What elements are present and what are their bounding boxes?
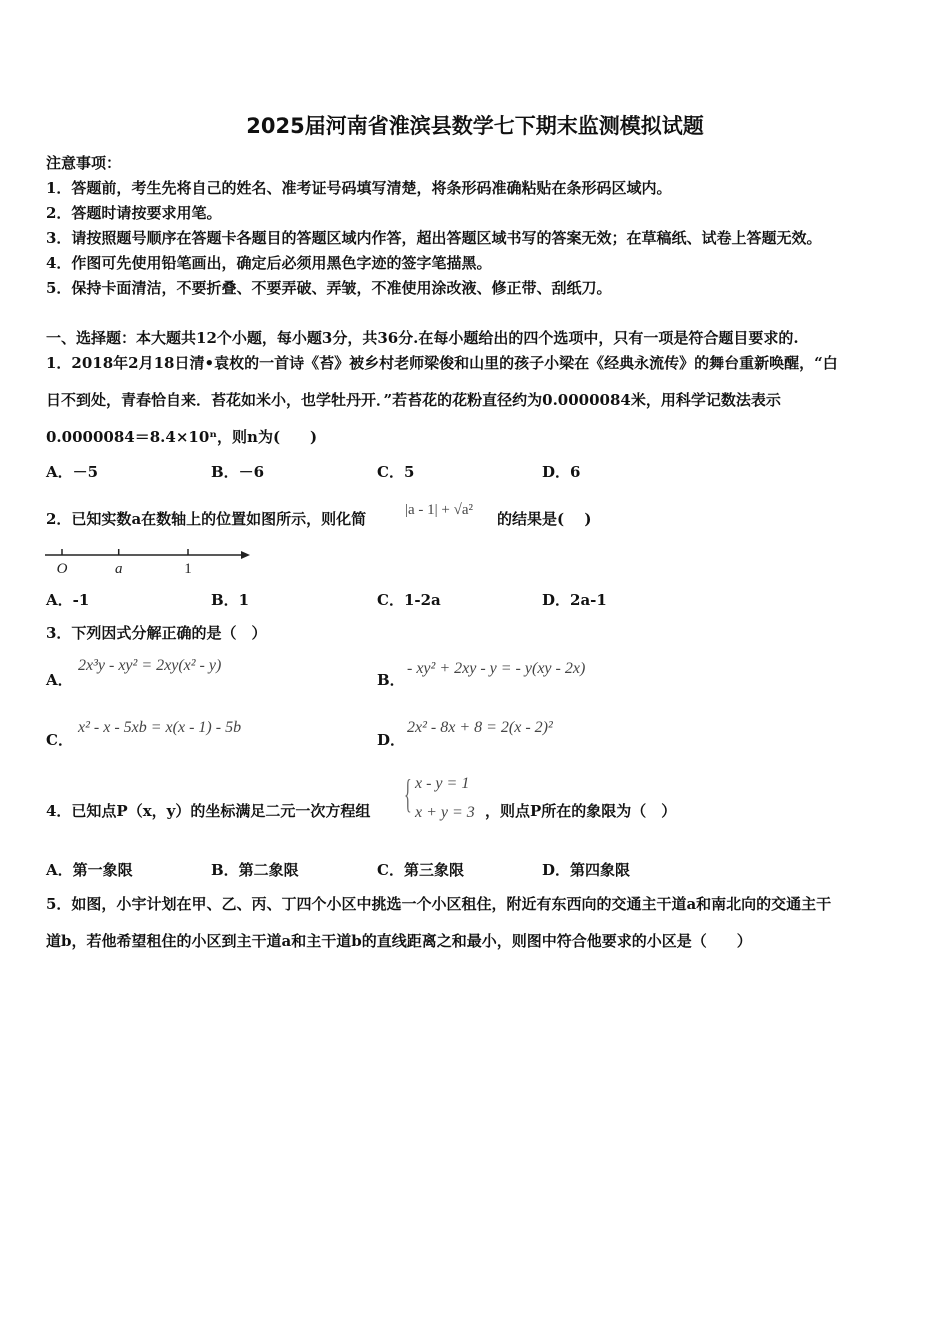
q3-option-d-letter: D． [377,731,406,749]
question-1-line: 日不到处，青春恰自来．苔花如米小，也学牡丹开．”若苔花的花粉直径约为0.0000084米，用科学记数法表示 [46,391,781,409]
q3-option-d-expr: 2x² - 8x + 8 = 2(x - 2)² [407,719,553,736]
q4-equation-2: x + y = 3 [415,804,475,821]
q3-option-a-expr: 2x³y - xy² = 2xy(x² - y) [78,657,222,674]
notice-item: 3．请按照题号顺序在答题卡各题目的答题区域内作答，超出答题区域书写的答案无效；在草稿纸、试卷上答题无效。 [46,229,822,247]
number-line [40,544,260,578]
notice-item: 2．答题时请按要求用笔。 [46,204,222,222]
q3-option-b-expr: - xy² + 2xy - y = - y(xy - 2x) [407,660,586,677]
q1-option-d: D．6 [542,463,581,481]
q1-option-c: C．5 [377,463,415,481]
number-line-arrow [241,551,250,559]
q2-option-c: C．1-2a [377,591,441,609]
notice-item: 4．作图可先使用铅笔画出，确定后必须用黑色字迹的签字笔描黑。 [46,254,492,272]
number-line-label: O [56,561,68,577]
question-5-line: 5．如图，小宇计划在甲、乙、丙、丁四个小区中挑选一个小区租住，附近有东西向的交通主干道a和南北向的交通主干 [46,895,832,913]
notice-item: 5．保持卡面清洁，不要折叠、不要弄破、弄皱，不准使用涂改液、修正带、刮纸刀。 [46,279,612,297]
q4-option-b: B．第二象限 [211,861,299,879]
notice-item: 1．答题前，考生先将自己的姓名、准考证号码填写清楚，将条形码准确粘贴在条形码区域内。 [46,179,672,197]
number-line-label: a [114,561,123,577]
question-1-line: 0.0000084＝8.4×10ⁿ，则n为( ) [46,428,318,446]
q3-option-b-letter: B． [377,671,405,689]
q3-option-c-expr: x² - x - 5xb = x(x - 1) - 5b [78,719,242,736]
notice-heading: 注意事项： [46,154,122,172]
section-heading: 一、选择题：本大题共12个小题，每小题3分，共36分.在每小题给出的四个选项中，只有一项是符合题目要求的. [46,329,799,347]
q2-option-d: D．2a-1 [542,591,607,609]
number-line-label: 1 [184,561,192,577]
system-brace: { [404,771,412,816]
question-2-prefix: 2．已知实数a在数轴上的位置如图所示，则化简 [46,510,367,528]
question-5-line: 道b，若他希望租住的小区到主干道a和主干道b的直线距离之和最小，则图中符合他要求的小区是（ ） [46,932,752,950]
question-4-prefix: 4．已知点P（x，y）的坐标满足二元一次方程组 [46,802,371,820]
q3-option-a-letter: A． [46,671,73,689]
question-1-line: 1．2018年2月18日清•袁枚的一首诗《苔》被乡村老师梁俊和山里的孩子小梁在《经典永流传》的舞台重新唤醒，“白 [46,354,838,372]
page-title: 2025届河南省淮滨县数学七下期末监测模拟试题 [246,114,704,138]
q1-option-b: B．－6 [211,463,265,481]
question-3-stem: 3．下列因式分解正确的是（ ） [46,624,267,642]
q1-option-a: A．－5 [46,463,99,481]
q4-option-c: C．第三象限 [377,861,464,879]
q4-option-d: D．第四象限 [542,861,631,879]
question-2-suffix: 的结果是( ) [497,510,592,528]
q4-equation-1: x - y = 1 [415,775,470,792]
q4-option-a: A．第一象限 [46,861,133,879]
q3-option-c-letter: C． [46,731,73,749]
q2-option-a: A．-1 [46,591,90,609]
q2-expression: |a - 1| + √a² [405,502,474,518]
question-4-suffix: ，则点P所在的象限为（ ） [485,802,677,820]
q2-option-b: B．1 [211,591,250,609]
